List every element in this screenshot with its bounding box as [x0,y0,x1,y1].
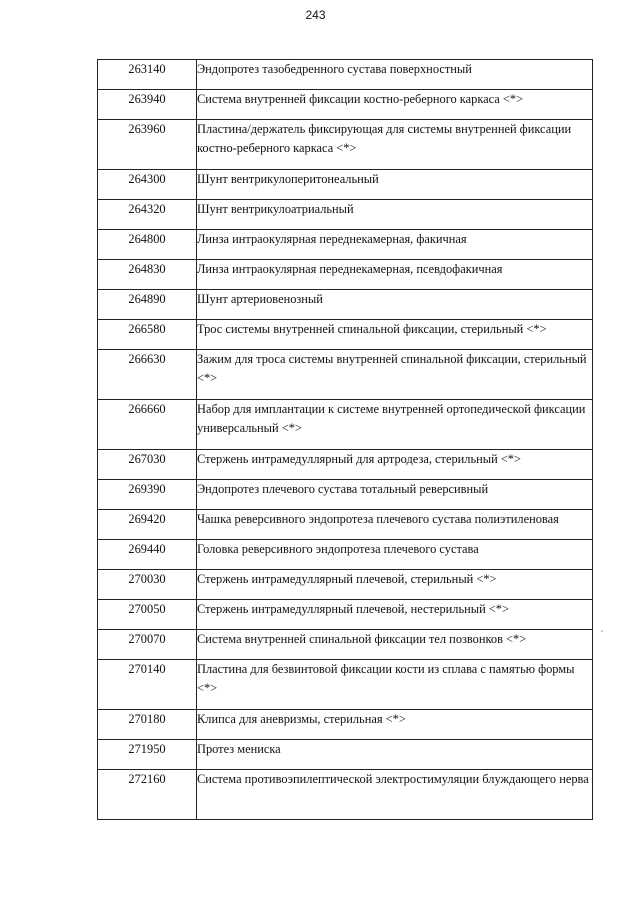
code-cell: 266630 [98,350,197,400]
name-cell: Система внутренней фиксации костно-реберного каркаса <*> [197,90,593,120]
name-cell: Зажим для троса системы внутренней спинальной фиксации, стерильный <*> [197,350,593,400]
name-cell: Пластина/держатель фиксирующая для системы внутренней фиксации костно-реберного каркаса <*> [197,120,593,170]
code-cell: 266580 [98,320,197,350]
name-cell: Эндопротез тазобедренного сустава поверхностный [197,60,593,90]
code-cell: 264890 [98,290,197,320]
table-row [98,90,593,120]
code-cell: 264830 [98,260,197,290]
table-row [98,290,593,320]
table-row [98,60,593,90]
name-cell: Набор для имплантации к системе внутренней ортопедической фиксации универсальный <*> [197,400,593,450]
table-row [98,320,593,350]
name-cell: Головка реверсивного эндопротеза плечевого сустава [197,540,593,570]
name-cell: Чашка реверсивного эндопротеза плечевого сустава полиэтиленовая [197,510,593,540]
code-cell: 264320 [98,200,197,230]
table-row [98,770,593,820]
name-cell: Протез мениска [197,740,593,770]
table-row [98,710,593,740]
name-cell: Эндопротез плечевого сустава тотальный реверсивный [197,480,593,510]
code-cell: 269390 [98,480,197,510]
name-cell: Линза интраокулярная переднекамерная, псевдофакичная [197,260,593,290]
table-row [98,480,593,510]
table-row [98,660,593,710]
table-row [98,740,593,770]
table-row [98,350,593,400]
code-cell: 271950 [98,740,197,770]
name-cell: Система противоэпилептической электростимуляции блуждающего нерва [197,770,593,820]
code-cell: 269420 [98,510,197,540]
table-row [98,570,593,600]
code-cell: 264300 [98,170,197,200]
table-row [98,510,593,540]
name-cell: Трос системы внутренней спинальной фиксации, стерильный <*> [197,320,593,350]
code-cell: 267030 [98,450,197,480]
code-cell: 270070 [98,630,197,660]
name-cell: Стержень интрамедуллярный плечевой, нестерильный <*> [197,600,593,630]
table-row [98,170,593,200]
table-row [98,450,593,480]
device-code-table [97,59,593,820]
page-number: 243 [305,8,326,22]
code-cell: 263960 [98,120,197,170]
code-cell: 270030 [98,570,197,600]
name-cell: Система внутренней спинальной фиксации тел позвонков <*> [197,630,593,660]
table-row [98,260,593,290]
table-row [98,230,593,260]
name-cell: Стержень интрамедуллярный плечевой, стерильный <*> [197,570,593,600]
table-row [98,540,593,570]
code-cell: 270140 [98,660,197,710]
name-cell: Шунт вентрикулоатриальный [197,200,593,230]
code-cell: 272160 [98,770,197,820]
table-row [98,200,593,230]
table-row [98,400,593,450]
code-cell: 263140 [98,60,197,90]
code-cell: 269440 [98,540,197,570]
code-cell: 266660 [98,400,197,450]
table-row [98,630,593,660]
table-row [98,600,593,630]
name-cell: Пластина для безвинтовой фиксации кости из сплава с памятью формы <*> [197,660,593,710]
code-cell: 270180 [98,710,197,740]
name-cell: Стержень интрамедуллярный для артродеза, стерильный <*> [197,450,593,480]
table-row [98,120,593,170]
code-cell: 264800 [98,230,197,260]
name-cell: Клипса для аневризмы, стерильная <*> [197,710,593,740]
code-cell: 270050 [98,600,197,630]
name-cell: Шунт вентрикулоперитонеальный [197,170,593,200]
scan-speck [601,630,603,632]
name-cell: Линза интраокулярная переднекамерная, факичная [197,230,593,260]
name-cell: Шунт артериовенозный [197,290,593,320]
code-cell: 263940 [98,90,197,120]
